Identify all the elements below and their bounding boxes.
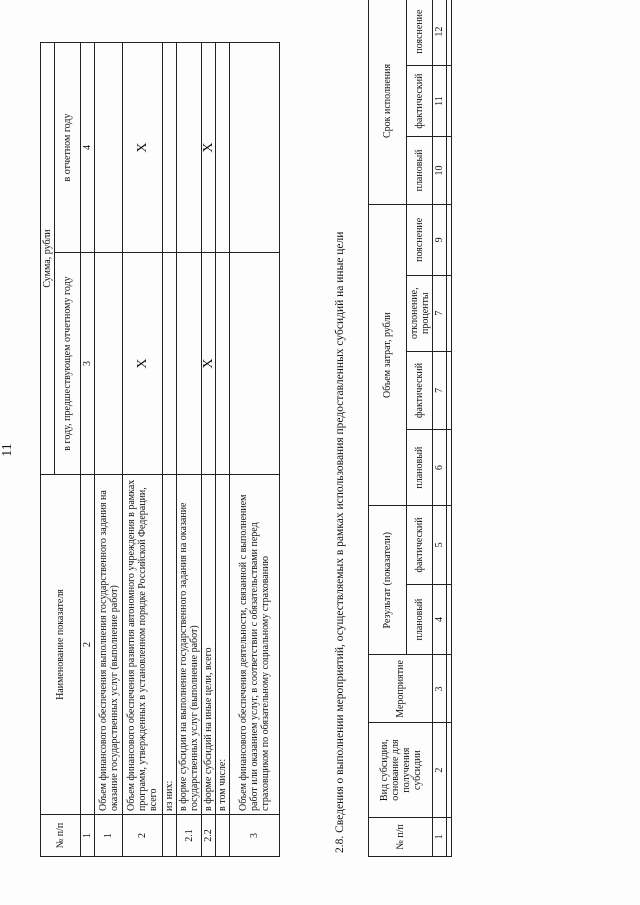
row-cur-value [230, 42, 280, 252]
row-name: из них: [163, 475, 177, 815]
colnum: 2 [81, 475, 95, 815]
row-cur-value [95, 42, 123, 252]
header-subsidy-type: Вид субсидии, основание для получения субсидии [369, 723, 433, 817]
colnum: 2 [433, 723, 447, 817]
table-row [216, 42, 230, 856]
header-cost: Объем затрат, рубли [369, 204, 407, 505]
colnum: 9 [433, 204, 447, 275]
colnum: 1 [433, 817, 447, 856]
row-num: 2 [123, 815, 163, 857]
header-name: Наименование показателя [41, 475, 81, 815]
empty-cell [447, 817, 452, 856]
row-prev-value [230, 253, 280, 475]
colnum: 7 [433, 351, 447, 430]
row-num [163, 815, 177, 857]
table-row [202, 42, 216, 856]
header-planned: плановый [407, 430, 433, 506]
header-report-year: в отчетном году [55, 42, 81, 252]
row-name: в том числе: [216, 475, 230, 815]
colnum: 3 [433, 655, 447, 723]
header-result: Результат (показатели) [369, 506, 407, 655]
empty-cell [447, 0, 452, 66]
colnum: 11 [433, 66, 447, 137]
empty-cell [447, 723, 452, 817]
empty-cell [447, 275, 452, 351]
header-actual: фактический [407, 66, 433, 137]
table-row [447, 0, 452, 857]
empty-cell [447, 584, 452, 655]
colnum: 4 [433, 584, 447, 655]
row-num [216, 815, 230, 857]
header-actual: фактический [407, 506, 433, 585]
row-cur-value [216, 42, 230, 252]
empty-cell [447, 351, 452, 430]
header-num: № п/п [369, 817, 433, 856]
header-prev-year: в году, предшествующем отчетному году [55, 253, 81, 475]
table-row [95, 42, 123, 856]
row-cur-value [163, 42, 177, 252]
row-prev-value: X [202, 253, 216, 475]
row-num: 1 [95, 815, 123, 857]
header-sum: Сумма, рубли [41, 42, 55, 474]
financing-table [40, 42, 280, 857]
colnum: 4 [81, 42, 95, 252]
colnum: 7 [433, 275, 447, 351]
header-planned: плановый [407, 136, 433, 204]
row-num: 3 [230, 815, 280, 857]
table-row [230, 42, 280, 856]
row-num: 2.2 [202, 815, 216, 857]
colnum: 12 [433, 0, 447, 66]
page-number: 11 [0, 443, 15, 457]
colnum: 5 [433, 506, 447, 585]
empty-cell [447, 506, 452, 585]
header-event: Мероприятие [369, 655, 433, 723]
row-name: Объем финансового обеспечения развития автономного учреждения в рамках программ, утвержденных в установленном порядке Российской Федерации, всего [123, 475, 163, 815]
colnum: 1 [81, 815, 95, 857]
colnum: 10 [433, 136, 447, 204]
row-prev-value: X [123, 253, 163, 475]
empty-cell [447, 655, 452, 723]
header-term: Срок исполнения [369, 0, 407, 204]
header-explanation: пояснение [407, 0, 433, 66]
row-num: 2.1 [177, 815, 202, 857]
events-table [368, 0, 452, 857]
row-name: в форме субсидии на выполнение государственного задания на оказание государственных услуг (выполнение работ) [177, 475, 202, 815]
row-prev-value [216, 253, 230, 475]
empty-cell [447, 66, 452, 137]
row-prev-value [95, 253, 123, 475]
row-cur-value [177, 42, 202, 252]
row-name: Объем финансового обеспечения деятельности, связанной с выполнением работ или оказанием услуг, в соответствии с обязательствами перед страховщиком по обязательному социальному страхованию [230, 475, 280, 815]
row-name: в форме субсидий на иные цели, всего [202, 475, 216, 815]
table-row [123, 42, 163, 856]
empty-cell [447, 430, 452, 506]
colnum: 6 [433, 430, 447, 506]
section-title: 2.8. Сведения о выполнении мероприятий, осуществляемых в рамках использования предоставленных субсидий на иные цели [334, 231, 346, 853]
empty-cell [447, 136, 452, 204]
table-row [163, 42, 177, 856]
row-prev-value [177, 253, 202, 475]
header-planned: плановый [407, 584, 433, 655]
row-prev-value [163, 253, 177, 475]
row-cur-value: X [202, 42, 216, 252]
header-deviation: отклонение, проценты [407, 275, 433, 351]
header-actual: фактический [407, 351, 433, 430]
header-explanation: пояснение [407, 204, 433, 275]
row-cur-value: X [123, 42, 163, 252]
colnum: 3 [81, 253, 95, 475]
row-name: Объем финансового обеспечения выполнения государственного задания на оказание государственных услуг (выполнение работ) [95, 475, 123, 815]
header-num: № п/п [41, 815, 81, 857]
table-row [177, 42, 202, 856]
empty-cell [447, 204, 452, 275]
